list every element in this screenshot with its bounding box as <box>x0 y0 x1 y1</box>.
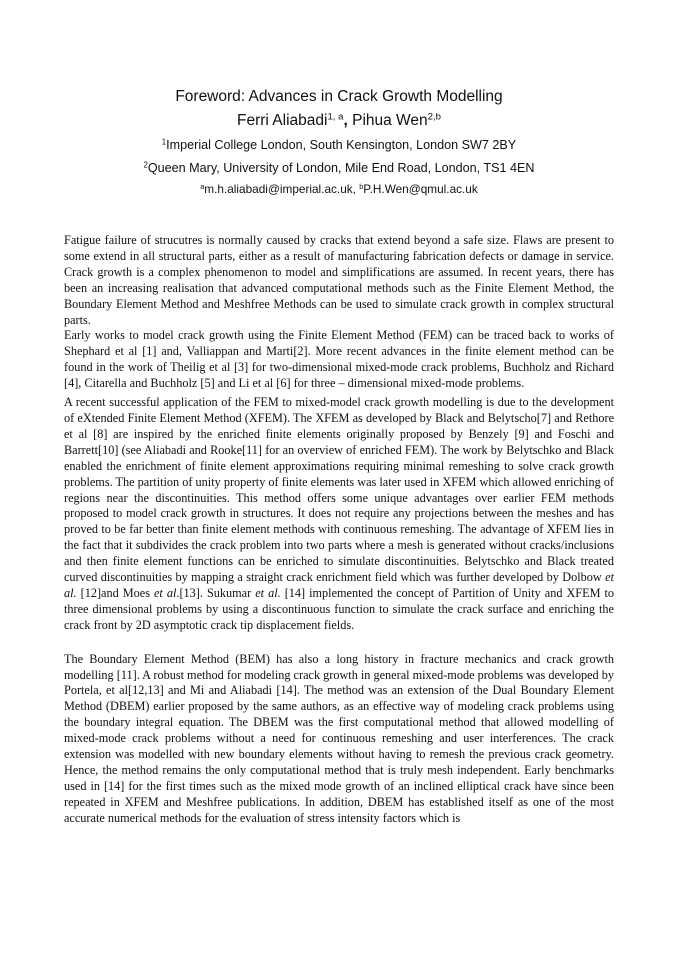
affiliation-2-superscript: 2 <box>143 160 148 170</box>
xfem-text-c: .[13]. Sukumar <box>176 585 252 600</box>
email-1: m.h.aliabadi@imperial.ac.uk, <box>204 182 356 196</box>
author-1-name: Ferri Aliabadi <box>237 112 328 129</box>
xfem-text-b: [12]and Moes <box>80 585 150 600</box>
xfem-etal-2: et al <box>154 585 177 600</box>
xfem-text-a: A recent successful application of the FEM to mixed-model crack growth modelling is due to the development of eXtended Finite Element Method (XFEM). The XFEM as developed by Black and Belytscho[7] and Rethore et al [8] are inspired by the enriched finite elements originally proposed by Benzely [9] and Foschi and Barrett[10] (see Aliabadi and Rooke[11] for an overview of enriched FEM). The work by Belytschko and Black enabled the enrichment of finite element approximations requiring minimal remeshing to solve crack growth problems. The partition of unity property of finite elements was later used in XFEM which allowed enriching of regions near the discontinuities. This method offers some unique advantages over earlier FEM methods proposed to model crack growth in structures. It does not require any projections between the meshes and has proved to be far better than finite element methods with continuous remeshing. The advantage of XFEM lies in the fact that it subdivides the crack problem into two parts where a mesh is generated without cracks/inclusions and then finite element functions can be enriched to simulate discontinuities. Belytschko and Black treated curved discontinuities by mapping a straight crack enrichment field which was further developed by Dolbow <box>64 395 614 585</box>
xfem-etal-3: et al. <box>255 585 281 600</box>
body-text <box>64 233 614 827</box>
paragraph-bem: The Boundary Element Method (BEM) has also a long history in fracture mechanics and crack growth modelling [11]. A robust method for modeling crack growth in general mixed-mode problems was developed by Portela, et al[12,13] and Mi and Aliabadi [14]. The method was an extension of the Dual Boundary Element Method (DBEM) earlier proposed by the same authors, as an effective way of modeling crack problems using the boundary integral equation. The DBEM was the first computational method that allowed modelling of mixed-mode crack problems without a need for continuous remeshing and user interferences. The crack extension was modelled with new boundary elements without having to remesh the previous crack geometry. Hence, the method remains the only computational method that is truly mesh independent. Early benchmarks used in [14] for the first times such as the mixed mode growth of an inclined elliptical crack have since been repeated in XFEM and Meshfree publications. In addition, DBEM has established itself as one of the most accurate numerical methods for the evaluation of stress intensity factors which is <box>64 651 614 825</box>
paragraph-intro: Fatigue failure of strucutres is normally caused by cracks that extend beyond a safe size. Flaws are present to some extend in all structural parts, either as a result of manufacturing fabrication defects or damage in service. Crack growth is a complex phenomenon to model and simplifications are assumed. In recent years, there has been an increasing realisation that advanced computational methods such as the Finite Element Method, the Boundary Element Method and Meshfree Methods can be used to simulate crack growth in complex structural parts. <box>64 233 614 327</box>
email-1-superscript: a <box>200 181 205 191</box>
author-separator: , <box>343 112 348 129</box>
email-2: P.H.Wen@qmul.ac.uk <box>363 182 478 196</box>
affiliation-2-text: Queen Mary, University of London, Mile End Road, London, TS1 4EN <box>147 161 535 175</box>
xfem-text-d: [14] implemented the concept of Partition of Unity and XFEM to three dimensional problems by using a discontinuous function to simulate the crack surface and enriching the crack front by 2D asymptotic crack tip displacement fields. <box>64 585 615 632</box>
affiliation-2 <box>0 161 678 175</box>
author-2-name: Pihua Wen <box>352 112 428 129</box>
affiliation-1-text: Imperial College London, South Kensington, London SW7 2BY <box>166 138 517 152</box>
affiliation-1-superscript: 1 <box>161 137 167 147</box>
paper-title: Foreword: Advances in Crack Growth Modelling <box>175 88 503 105</box>
paragraph-xfem <box>64 395 614 634</box>
email-2-superscript: b <box>359 181 364 191</box>
affiliation-1 <box>0 138 678 152</box>
author-1-superscript: 1, a <box>327 111 344 123</box>
xfem-etal-1: et al. <box>64 570 614 600</box>
author-2-superscript: 2,b <box>427 111 441 123</box>
email-line <box>0 182 678 196</box>
author-line <box>0 112 678 130</box>
paragraph-fem: Early works to model crack growth using the Finite Element Method (FEM) can be traced back to works of Shephard et al [1] and, Valliappan and Marti[2]. More recent advances in the finite element method can be found in the work of Theilig et al [3] for two-dimensional mixed-mode crack problems, Buchholz and Richard [4], Citarella and Buchholz [5] and Li et al [6] for three – dimensional mixed-mode problems. <box>64 328 614 391</box>
